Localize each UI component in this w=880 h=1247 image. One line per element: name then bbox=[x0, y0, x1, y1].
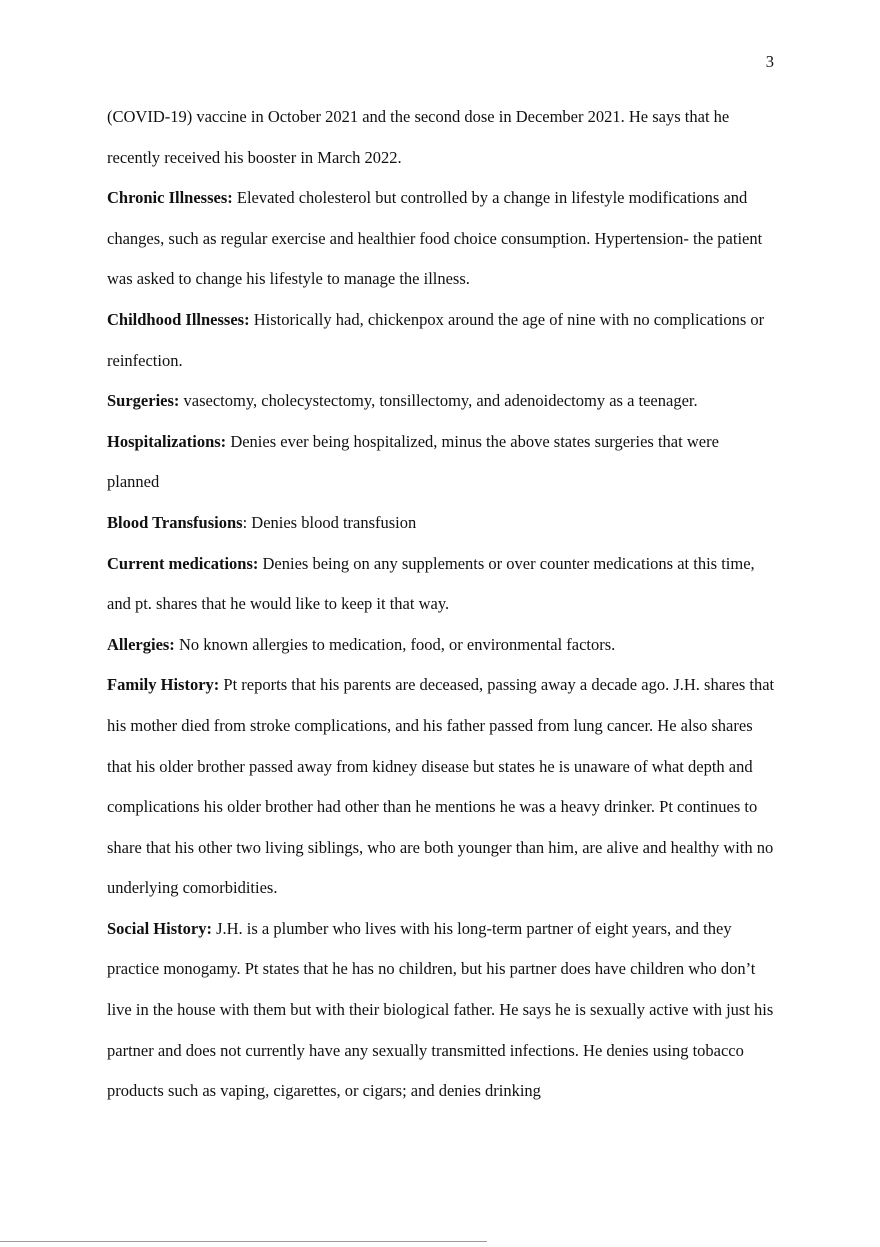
paragraph-blood-transfusions bbox=[107, 503, 775, 544]
paragraph-text: J.H. is a plumber who lives with his long-term partner of eight years, and they practice monogamy. Pt states that he has no children, but his partner does have children who don’t live in the house with them but with their biological father. He says he is sexually active with just his partner and does not currently have any sexually transmitted infections. He denies using tobacco products such as vaping, cigarettes, or cigars; and denies drinking bbox=[107, 918, 774, 1101]
section-label: Social History: bbox=[107, 918, 212, 938]
paragraph-text: : Denies blood transfusion bbox=[242, 512, 417, 532]
paragraph-surgeries bbox=[107, 381, 775, 422]
section-label: Hospitalizations: bbox=[107, 431, 227, 451]
document-body bbox=[107, 97, 775, 1112]
paragraph-allergies bbox=[107, 625, 775, 666]
section-label: Blood Transfusions bbox=[107, 512, 243, 532]
section-label: Current medications: bbox=[107, 553, 259, 573]
section-label: Chronic Illnesses: bbox=[107, 188, 233, 208]
paragraph-hospitalizations bbox=[107, 422, 775, 503]
paragraph-text: (COVID-19) vaccine in October 2021 and the second dose in December 2021. He says that he recently received his booster in March 2022. bbox=[107, 107, 730, 167]
paragraph-covid-vaccine bbox=[107, 97, 775, 178]
paragraph-text: No known allergies to medication, food, or environmental factors. bbox=[174, 634, 616, 654]
paragraph-current-medications bbox=[107, 544, 775, 625]
paragraph-text: Denies ever being hospitalized, minus the above states surgeries that were planned bbox=[107, 431, 719, 492]
section-label: Childhood Illnesses: bbox=[107, 309, 250, 329]
paragraph-text: Elevated cholesterol but controlled by a change in lifestyle modifications and changes, such as regular exercise and healthier food choice consumption. Hypertension- the patient was asked to change his lifestyle to manage the illness. bbox=[107, 188, 763, 289]
section-label: Family History: bbox=[107, 675, 220, 695]
section-label: Allergies: bbox=[107, 634, 175, 654]
page-bottom-divider bbox=[0, 1241, 487, 1242]
paragraph-text: Pt reports that his parents are deceased, passing away a decade ago. J.H. shares that his mother died from stroke complications, and his father passed from lung cancer. He also shares that his older brother passed away from kidney disease but states he is unaware of what depth and complications his older brother had other than he mentions he was a heavy drinker. Pt continues to share that his other two living siblings, who are both younger than him, are alive and healthy with no underlying comorbidities. bbox=[107, 675, 775, 898]
section-label: Surgeries: bbox=[107, 391, 180, 411]
paragraph-text: Denies being on any supplements or over counter medications at this time, and pt. shares that he would like to keep it that way. bbox=[107, 553, 755, 614]
paragraph-text: Historically had, chickenpox around the age of nine with no complications or reinfection. bbox=[107, 309, 765, 370]
page-number: 3 bbox=[765, 52, 774, 71]
paragraph-text: vasectomy, cholecystectomy, tonsillectomy, and adenoidectomy as a teenager. bbox=[179, 391, 698, 411]
paragraph-social-history bbox=[107, 909, 775, 1112]
paragraph-family-history bbox=[107, 665, 775, 909]
paragraph-childhood-illnesses bbox=[107, 300, 775, 381]
paragraph-chronic-illnesses bbox=[107, 178, 775, 300]
